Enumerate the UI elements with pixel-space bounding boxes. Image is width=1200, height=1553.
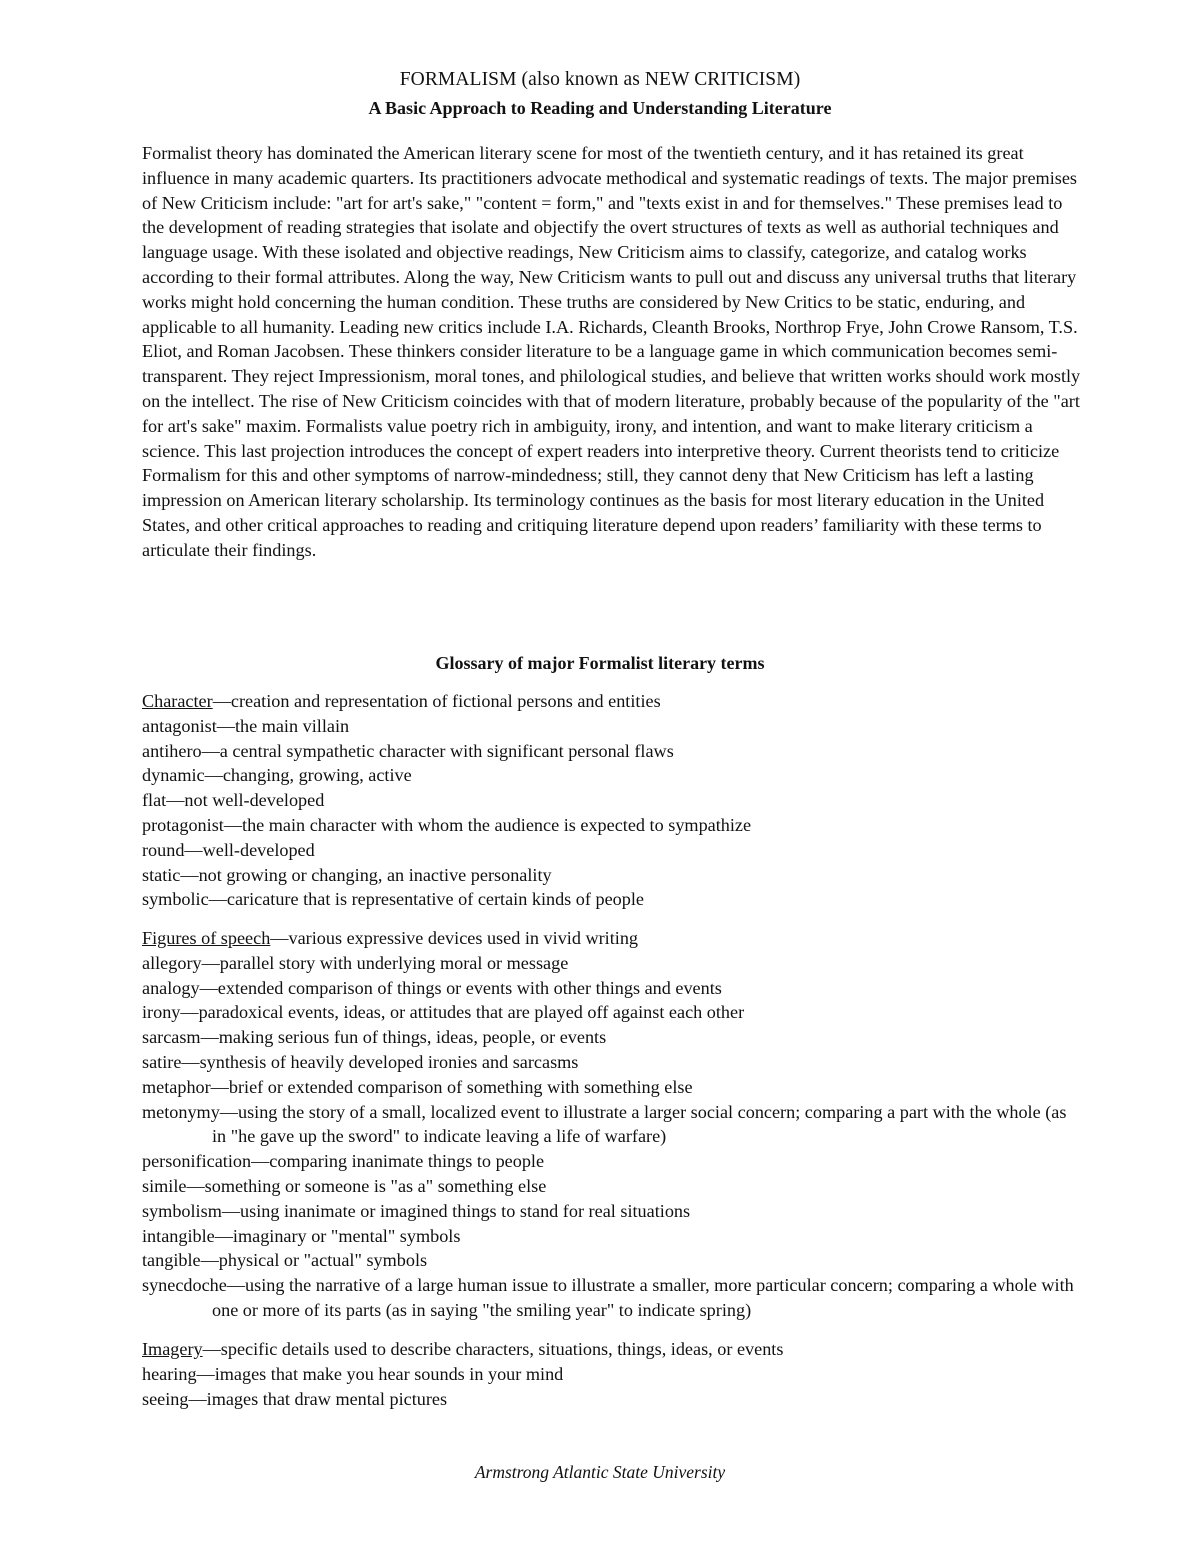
glossary-entry: seeing—images that draw mental pictures (142, 1388, 448, 1409)
glossary-entry: analogy—extended comparison of things or events with other things and events (142, 977, 722, 998)
glossary-entry: allegory—parallel story with underlying moral or message (142, 952, 569, 973)
glossary-entry: synecdoche—using the narrative of a large human issue to illustrate a smaller, more particular concern; comparing a whole with one or more of its parts (as in saying "the smiling year" to indicate spring) (142, 1275, 1074, 1320)
glossary-category-definition: —creation and representation of fictional persons and entities (212, 691, 661, 711)
glossary-category-term: Figures of speech (142, 928, 271, 948)
glossary-category-line (142, 926, 1082, 951)
glossary-entry: symbolism—using inanimate or imagined things to stand for real situations (142, 1200, 691, 1221)
glossary-entry: dynamic—changing, growing, active (142, 765, 412, 786)
glossary-category-line (142, 689, 1082, 714)
glossary-heading: Glossary of major Formalist literary terms (435, 653, 765, 673)
document-subtitle: A Basic Approach to Reading and Understanding Literature (368, 98, 832, 118)
glossary-category-definition: —various expressive devices used in vivid writing (270, 928, 639, 948)
glossary-entry: round—well-developed (142, 839, 315, 860)
glossary-entry: irony—paradoxical events, ideas, or attitudes that are played off against each other (142, 1002, 745, 1023)
glossary-category-term: Imagery (142, 1339, 203, 1359)
glossary-entry: antihero—a central sympathetic character with significant personal flaws (142, 740, 674, 761)
footer-institution: Armstrong Atlantic State University (474, 1462, 726, 1482)
glossary-category-term: Character (142, 691, 213, 711)
glossary-entry: flat—not well-developed (142, 790, 325, 811)
glossary-entry: sarcasm—making serious fun of things, ideas, people, or events (142, 1027, 607, 1048)
glossary-entry: personification—comparing inanimate things to people (142, 1151, 545, 1172)
glossary-entry: simile—something or someone is "as a" something else (142, 1175, 547, 1196)
glossary-entry: tangible—physical or "actual" symbols (142, 1250, 428, 1271)
glossary-group-imagery (142, 1337, 1082, 1411)
glossary-category-definition: —specific details used to describe characters, situations, things, ideas, or events (202, 1339, 784, 1359)
glossary-entry: static—not growing or changing, an inactive personality (142, 864, 552, 885)
document-title: FORMALISM (also known as NEW CRITICISM) (399, 69, 801, 90)
glossary-entry: symbolic—caricature that is representative of certain kinds of people (142, 889, 644, 910)
intro-paragraph: Formalist theory has dominated the American literary scene for most of the twentieth century, and it has retained its great influence in many academic quarters. Its practitioners advocate methodical and systematic readings of texts. The major premises of New Criticism include: "art for art's sake," "content = form," and "texts exist in and for themselves." These premises lead to the development of reading strategies that isolate and objectify the overt structures of texts as well as authorial techniques and language usage. With these isolated and objective readings, New Criticism aims to classify, categorize, and catalog works according to their formal attributes. Along the way, New Criticism wants to pull out and discuss any universal truths that literary works might hold concerning the human condition. These truths are considered by New Critics to be static, enduring, and applicable to all humanity. Leading new critics include I.A. Richards, Cleanth Brooks, Northrop Frye, John Crowe Ransom, T.S. Eliot, and Roman Jacobsen. These thinkers consider literature to be a language game in which communication becomes semi-transparent. They reject Impressionism, moral tones, and philological studies, and believe that written works should work mostly on the intellect. The rise of New Criticism coincides with that of modern literature, probably because of the popularity of the "art for art's sake" maxim. Formalists value poetry rich in ambiguity, irony, and intention, and want to make literary criticism a science. This last projection introduces the concept of expert readers into interpretive theory. Current theorists tend to criticize Formalism for this and other symptoms of narrow-mindedness; still, they cannot deny that New Criticism has left a lasting impression on American literary scholarship. Its terminology continues as the basis for most literary education in the United States, and other critical approaches to reading and critiquing literature depend upon readers’ familiarity with these terms to articulate their findings. (142, 143, 1081, 560)
glossary-entry: hearing—images that make you hear sounds in your mind (142, 1363, 564, 1384)
glossary-entry: metonymy—using the story of a small, localized event to illustrate a larger social concern; comparing a part with the whole (as in "he gave up the sword" to indicate leaving a life of warfare) (142, 1101, 1067, 1147)
glossary-group-figures-of-speech (142, 926, 1082, 1323)
glossary-entry: protagonist—the main character with whom the audience is expected to sympathize (142, 814, 752, 835)
glossary-entry: satire—synthesis of heavily developed ironies and sarcasms (142, 1051, 579, 1072)
glossary-category-line (142, 1337, 1082, 1362)
glossary-entry: antagonist—the main villain (142, 715, 350, 736)
glossary-group-character (142, 689, 1082, 912)
glossary-entry: intangible—imaginary or "mental" symbols (142, 1225, 461, 1246)
glossary-entry: metaphor—brief or extended comparison of something with something else (142, 1076, 693, 1097)
